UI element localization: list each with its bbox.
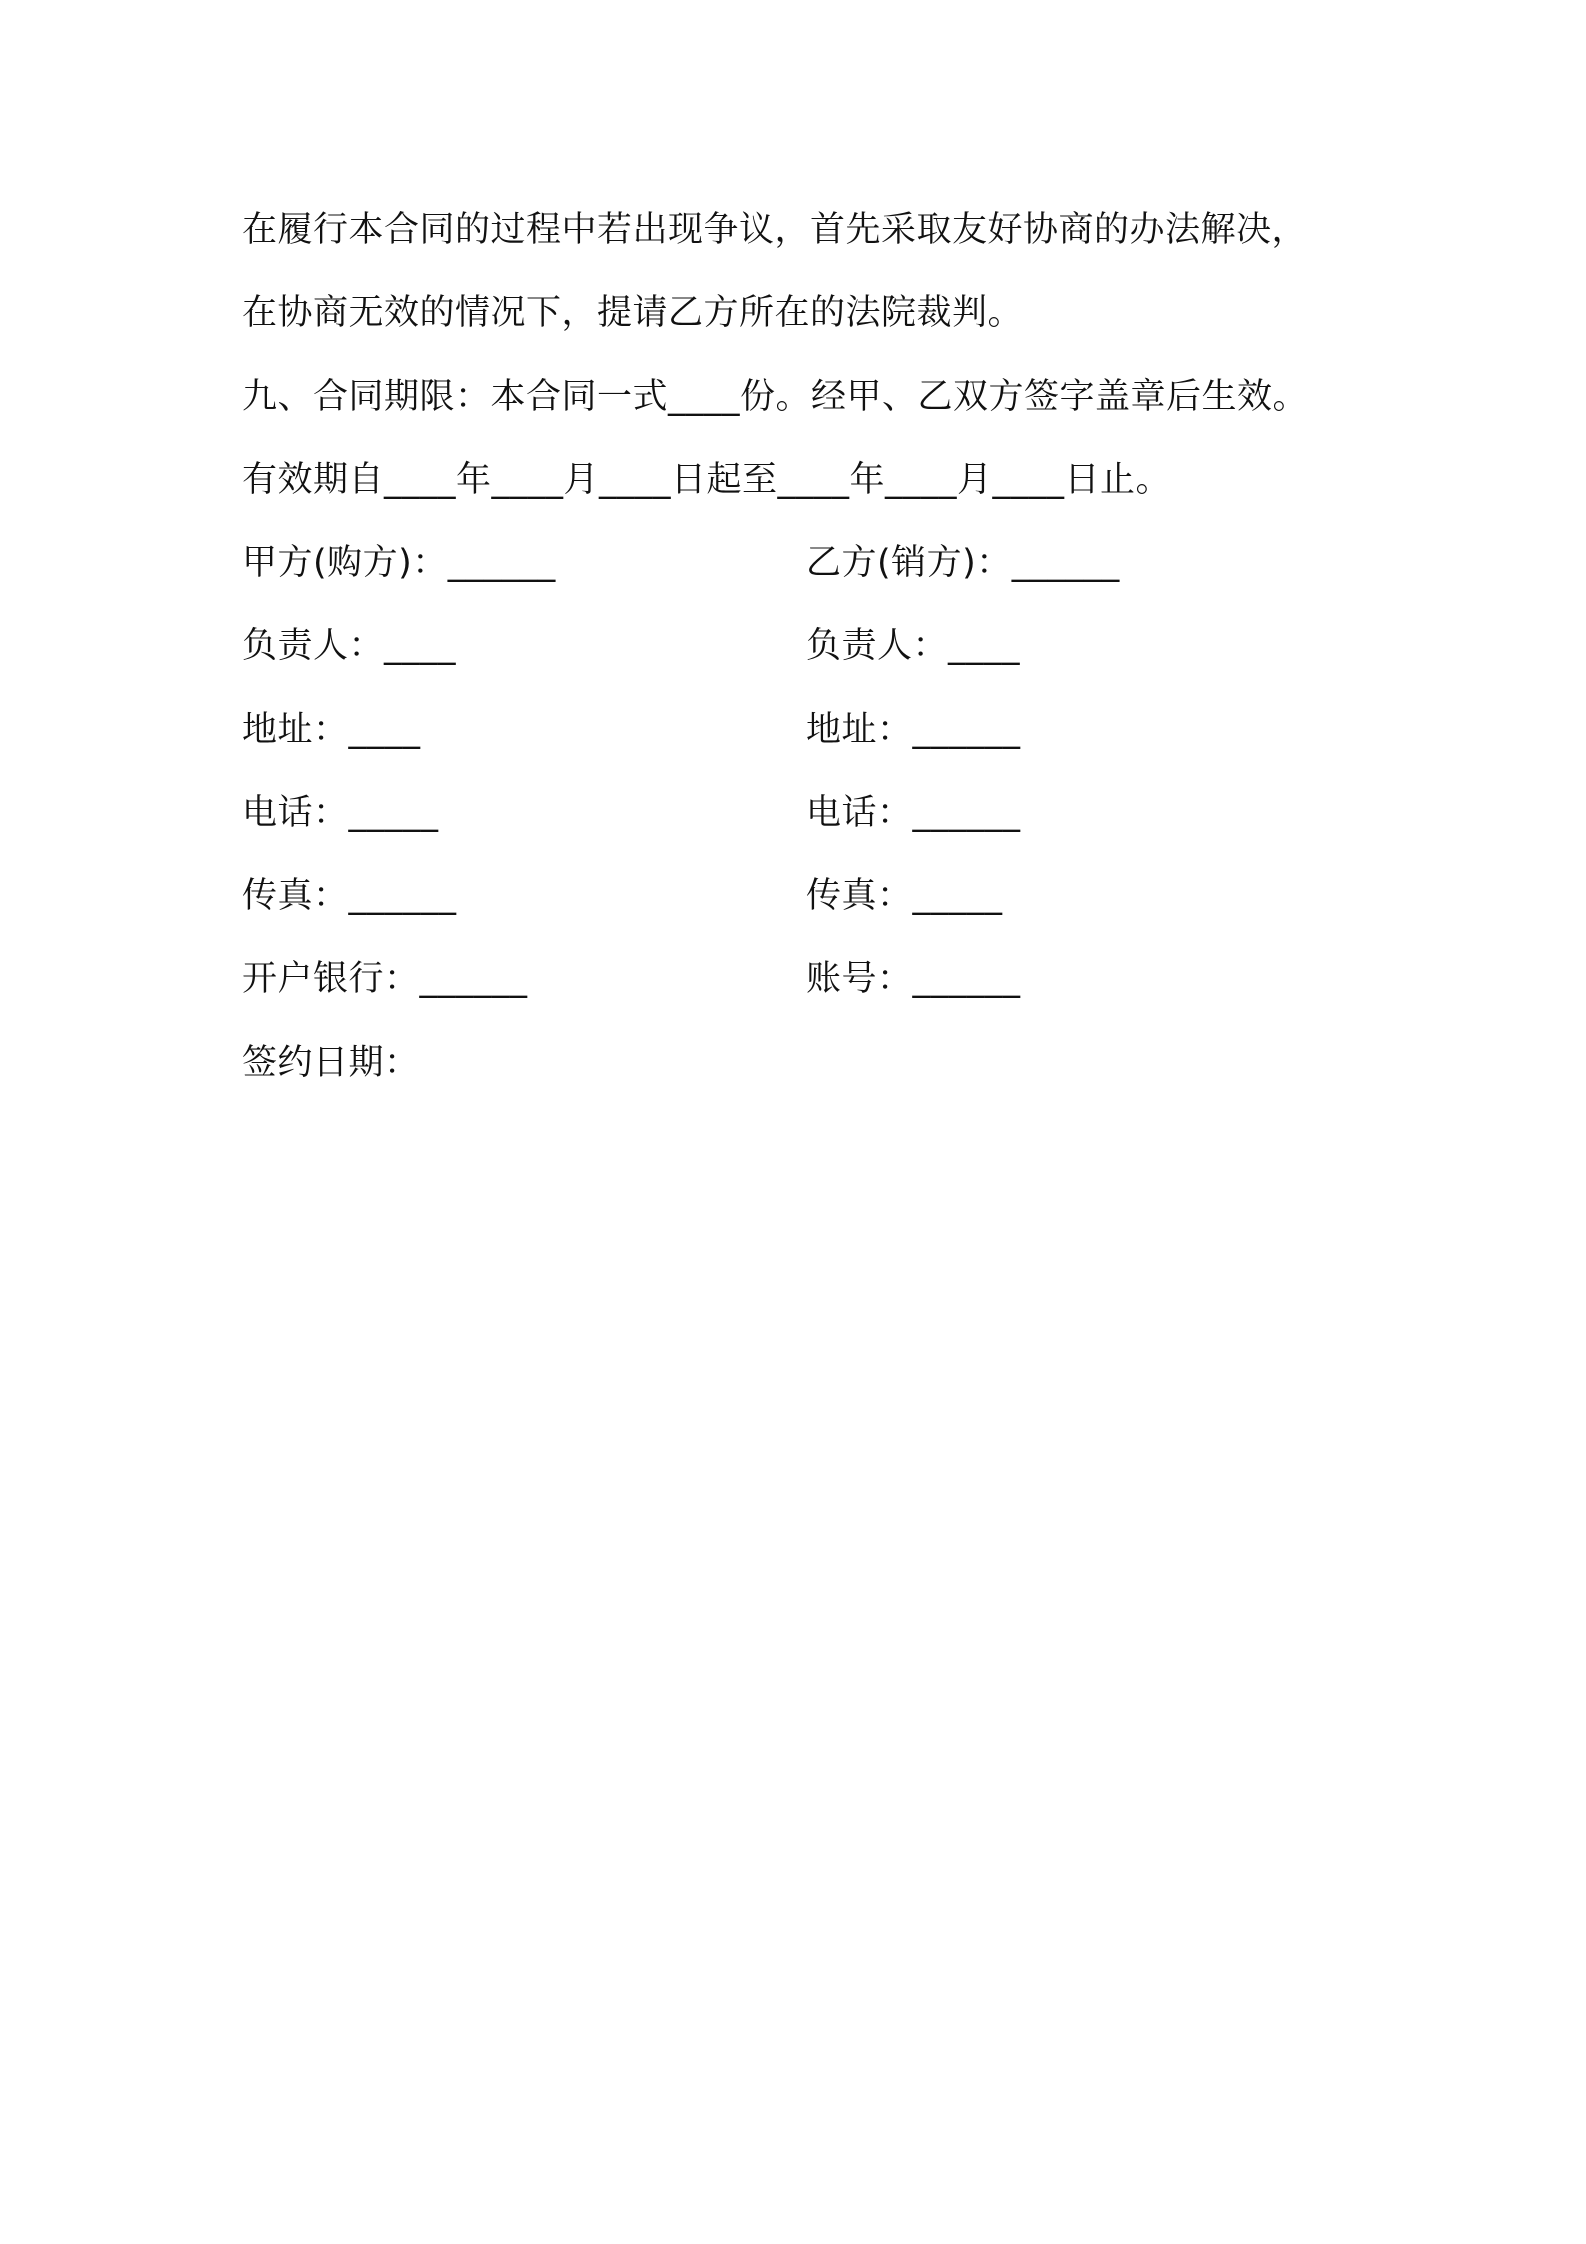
clause-nine-line-2: 有效期自____年____月____日起至____年____月____日止。 [242, 460, 1172, 500]
dispute-text-line-1: 在履行本合同的过程中若出现争议，首先采取友好协商的办法解决， [242, 210, 1308, 250]
party-a-person-in-charge: 负责人：____ [242, 626, 457, 666]
sign-date: 签约日期： [242, 1043, 420, 1083]
dispute-text-line-2: 在协商无效的情况下，提请乙方所在的法院裁判。 [242, 293, 1024, 333]
party-b-phone: 电话：______ [806, 793, 1021, 833]
party-a-phone: 电话：_____ [242, 793, 439, 833]
party-b-person-in-charge: 负责人：____ [806, 626, 1021, 666]
clause-nine-line-1: 九、合同期限：本合同一式____份。经甲、乙双方签字盖章后生效。 [242, 377, 1309, 417]
party-a-address: 地址：____ [242, 710, 421, 750]
party-a-fax: 传真：______ [242, 876, 457, 916]
party-b-fax: 传真：_____ [806, 876, 1003, 916]
party-a-title: 甲方(购方)：______ [242, 543, 556, 583]
party-b-account: 账号：______ [806, 959, 1021, 999]
party-b-address: 地址：______ [806, 710, 1021, 750]
party-a-bank: 开户银行：______ [242, 959, 528, 999]
party-b-title: 乙方(销方)：______ [806, 543, 1120, 583]
